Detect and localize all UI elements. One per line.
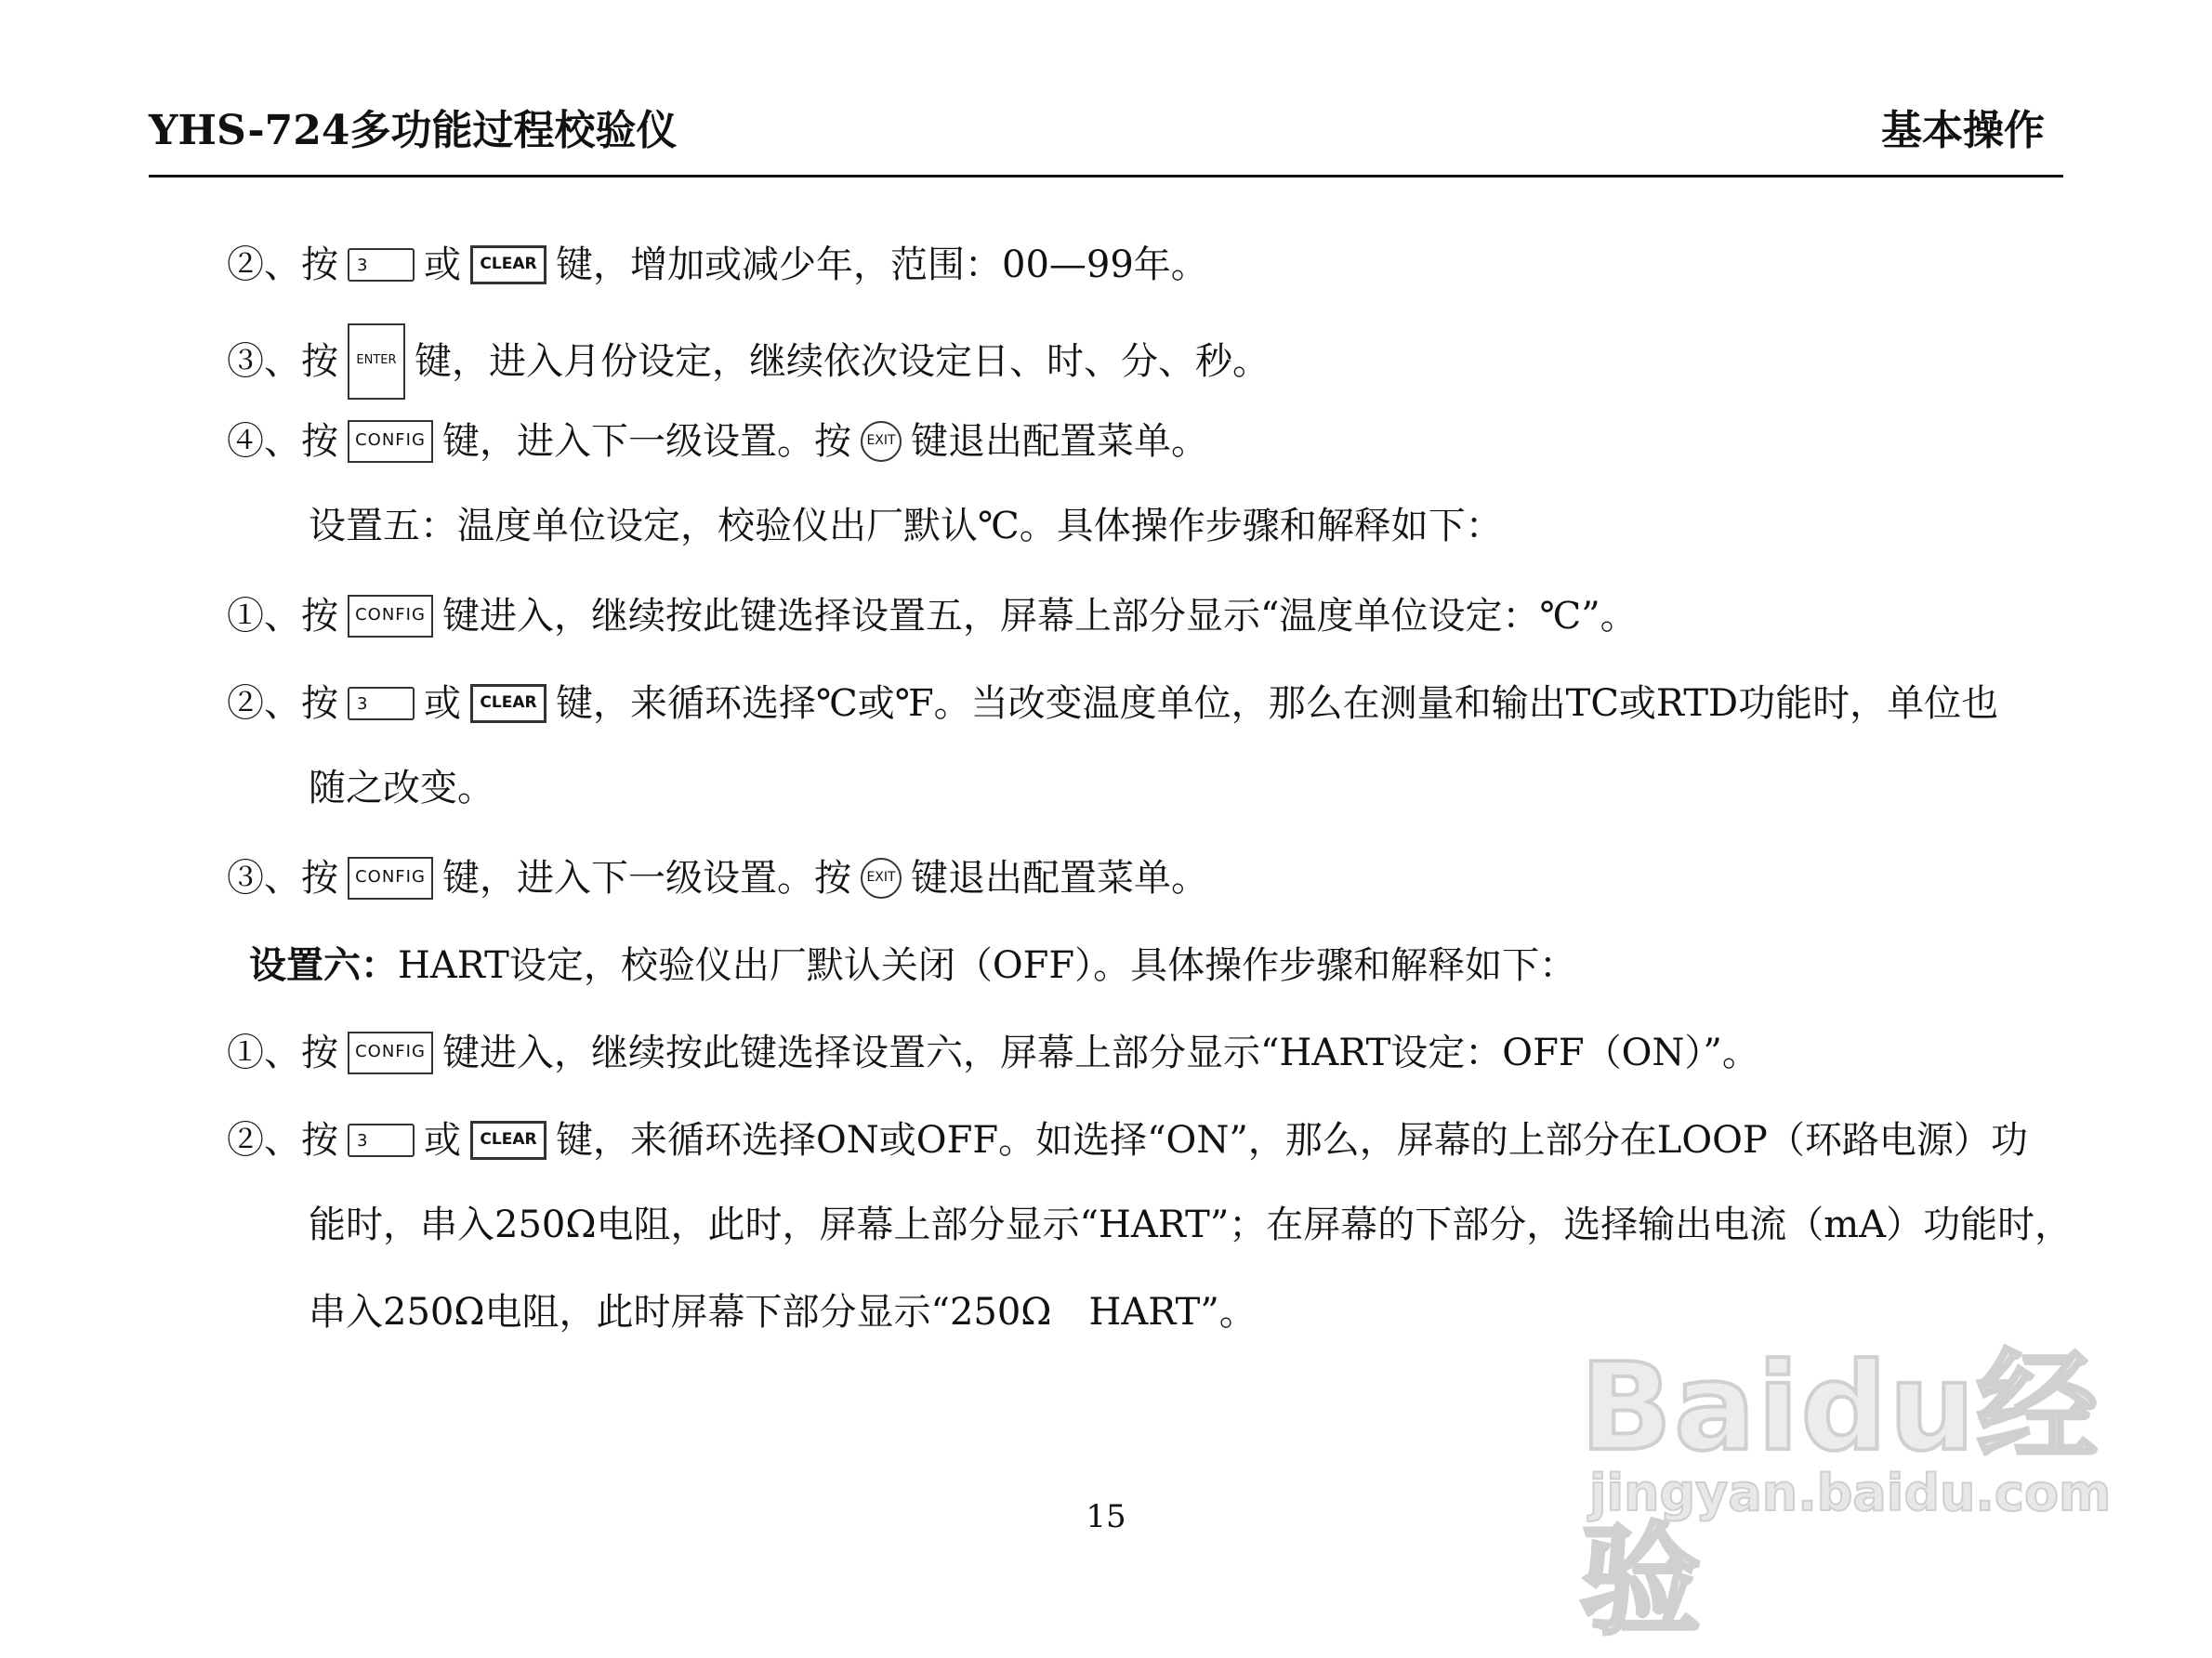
step-label: ①、按 (227, 1032, 338, 1074)
step-text: 键退出配置菜单。 (911, 420, 1208, 463)
step-text: 键，进入月份设定，继续依次设定日、时、分、秒。 (415, 340, 1270, 383)
step-text: 键，来循环选择ON或OFF。如选择“ON”，那么，屏幕的上部分在LOOP（环路电源）功 (556, 1119, 2028, 1162)
step-toggle-hart (227, 1110, 2028, 1165)
connector-text: 或 (424, 243, 461, 286)
key-config-icon: CONFIG (348, 1032, 433, 1074)
step-text: 键，增加或减少年，范围：00—99年。 (556, 243, 1208, 286)
key-clear-icon: CLEAR (470, 684, 546, 723)
step-label: ④、按 (227, 420, 338, 463)
connector-text: 或 (424, 1119, 461, 1162)
key-clear-icon: CLEAR (470, 1121, 546, 1160)
step-label: ②、按 (227, 682, 338, 725)
step-label: ③、按 (227, 857, 338, 900)
setting-five-heading: 设置五：温度单位设定，校验仪出厂默认℃。具体操作步骤和解释如下： (309, 505, 1503, 547)
step-text: 键进入，继续按此键选择设置六，屏幕上部分显示“HART设定：OFF（ON）”。 (442, 1032, 1759, 1074)
continuation-text: 能时，串入250Ω电阻，此时，屏幕上部分显示“HART”；在屏幕的下部分，选择输出电流（mA）功能时， (309, 1204, 2073, 1246)
step-label: ③、按 (227, 340, 338, 383)
step-enter-setting-six (227, 1022, 1759, 1078)
watermark-url: jingyan.baidu.com (1589, 1464, 2112, 1522)
setting-six-heading (249, 935, 1576, 991)
step-text: 键，来循环选择℃或℉。当改变温度单位，那么在测量和输出TC或RTD功能时，单位也 (556, 682, 1999, 725)
step-text: 键进入，继续按此键选择设置五，屏幕上部分显示“温度单位设定：℃”。 (442, 595, 1638, 638)
key-3-icon: 3 (348, 1124, 415, 1157)
step-text: 键，进入下一级设置。按 (442, 420, 851, 463)
section-title: 基本操作 (1881, 107, 2045, 154)
key-config-icon: CONFIG (348, 595, 433, 638)
step-config-exit (227, 848, 1208, 903)
setting-text: HART设定，校验仪出厂默认关闭（OFF）。具体操作步骤和解释如下： (398, 944, 1577, 987)
page-header (149, 97, 2063, 178)
continuation-text: 串入250Ω电阻，此时屏幕下部分显示“250Ω HART”。 (309, 1291, 1257, 1334)
key-exit-icon: EXIT (861, 421, 902, 462)
key-3-icon: 3 (348, 248, 415, 282)
step-enter-setting-five (227, 586, 1638, 641)
key-exit-icon: EXIT (861, 858, 902, 899)
continuation-text: 随之改变。 (309, 767, 494, 809)
step-text: 键退出配置菜单。 (911, 857, 1208, 900)
step-config-next (227, 411, 1208, 467)
document-title: YHS-724多功能过程校验仪 (149, 107, 678, 154)
step-toggle-unit (227, 673, 1998, 729)
key-clear-icon: CLEAR (470, 245, 546, 284)
step-enter-month (227, 323, 1270, 383)
step-text: 键，进入下一级设置。按 (442, 857, 851, 900)
page-number: 15 (1086, 1498, 1126, 1535)
step-year-adjust (227, 234, 1208, 290)
connector-text: 或 (424, 682, 461, 725)
step-label: ②、按 (227, 243, 338, 286)
key-config-icon: CONFIG (348, 420, 433, 463)
watermark-brand: Baidu经验 (1580, 1336, 2100, 1651)
step-label: ①、按 (227, 595, 338, 638)
setting-label: 设置六： (249, 943, 398, 987)
step-label: ②、按 (227, 1119, 338, 1162)
key-enter-icon: ENTER (348, 323, 405, 400)
key-config-icon: CONFIG (348, 857, 433, 900)
key-3-icon: 3 (348, 687, 415, 720)
